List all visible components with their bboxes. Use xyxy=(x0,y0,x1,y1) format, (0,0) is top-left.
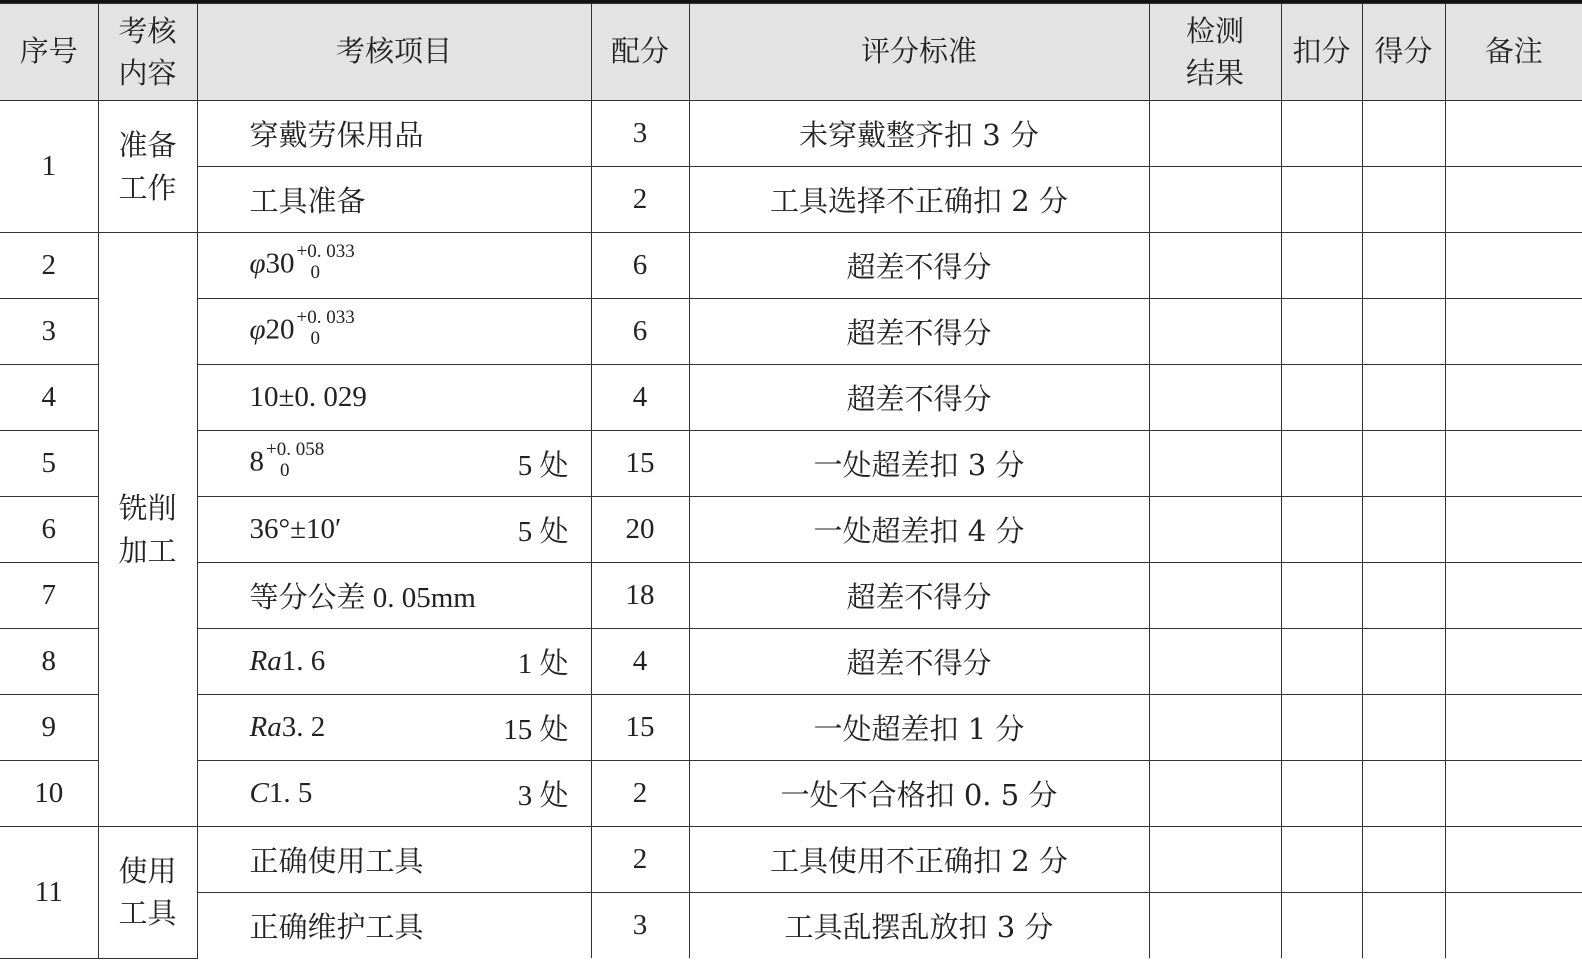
remarks-cell[interactable] xyxy=(1445,695,1582,761)
tolerance: +0. 058 0 xyxy=(266,438,325,481)
header-content-label: 考核内容 xyxy=(118,13,177,90)
seq-cell: 10 xyxy=(0,761,98,827)
obtained-cell[interactable] xyxy=(1362,695,1445,761)
remarks-cell[interactable] xyxy=(1445,101,1582,167)
header-seq: 序号 xyxy=(0,4,98,101)
remarks-cell[interactable] xyxy=(1445,167,1582,233)
seq-cell: 9 xyxy=(0,695,98,761)
seq-cell: 5 xyxy=(0,431,98,497)
result-cell[interactable] xyxy=(1149,629,1281,695)
remarks-cell[interactable] xyxy=(1445,629,1582,695)
criterion-cell: 超差不得分 xyxy=(689,365,1149,431)
result-cell[interactable] xyxy=(1149,761,1281,827)
remarks-cell[interactable] xyxy=(1445,497,1582,563)
count-label: 1 处 xyxy=(517,648,569,680)
table-row xyxy=(0,101,1582,167)
result-cell[interactable] xyxy=(1149,431,1281,497)
item-cell: φ30 +0. 033 0 xyxy=(197,233,591,299)
score-cell: 2 xyxy=(591,827,689,893)
result-cell[interactable] xyxy=(1149,563,1281,629)
score-cell: 6 xyxy=(591,233,689,299)
header-obtained: 得分 xyxy=(1362,4,1445,101)
result-cell[interactable] xyxy=(1149,827,1281,893)
criterion-cell: 工具乱摆乱放扣 3 分 xyxy=(689,893,1149,959)
group-cell-tools xyxy=(98,827,197,959)
table-row xyxy=(0,695,1582,761)
score-cell: 2 xyxy=(591,761,689,827)
table-row xyxy=(0,893,1582,959)
seq-cell: 1 xyxy=(0,101,98,233)
result-cell[interactable] xyxy=(1149,365,1281,431)
score-cell: 15 xyxy=(591,431,689,497)
remarks-cell[interactable] xyxy=(1445,893,1582,959)
obtained-cell[interactable] xyxy=(1362,761,1445,827)
deduction-cell[interactable] xyxy=(1281,497,1362,563)
obtained-cell[interactable] xyxy=(1362,233,1445,299)
deduction-cell[interactable] xyxy=(1281,695,1362,761)
result-cell[interactable] xyxy=(1149,695,1281,761)
score-cell: 4 xyxy=(591,629,689,695)
item-cell: 穿戴劳保用品 xyxy=(197,101,591,167)
tolerance: +0. 033 0 xyxy=(296,240,355,283)
obtained-cell[interactable] xyxy=(1362,365,1445,431)
remarks-cell[interactable] xyxy=(1445,827,1582,893)
group-label: 准备 工作 xyxy=(118,128,177,205)
score-cell: 15 xyxy=(591,695,689,761)
seq-cell: 2 xyxy=(0,233,98,299)
deduction-cell[interactable] xyxy=(1281,761,1362,827)
obtained-cell[interactable] xyxy=(1362,629,1445,695)
criterion-cell: 工具选择不正确扣 2 分 xyxy=(689,167,1149,233)
table-row xyxy=(0,431,1582,497)
remarks-cell[interactable] xyxy=(1445,761,1582,827)
deduction-cell[interactable] xyxy=(1281,629,1362,695)
table-row xyxy=(0,497,1582,563)
score-cell: 4 xyxy=(591,365,689,431)
deduction-cell[interactable] xyxy=(1281,299,1362,365)
obtained-cell[interactable] xyxy=(1362,563,1445,629)
deduction-cell[interactable] xyxy=(1281,563,1362,629)
group-cell-prep xyxy=(98,101,197,233)
criterion-cell: 未穿戴整齐扣 3 分 xyxy=(689,101,1149,167)
criterion-cell: 一处超差扣 4 分 xyxy=(689,497,1149,563)
count-label: 3 处 xyxy=(517,780,569,812)
obtained-cell[interactable] xyxy=(1362,431,1445,497)
assessment-table xyxy=(0,3,1582,959)
table-row xyxy=(0,167,1582,233)
item-cell: 10±0. 029 xyxy=(197,365,591,431)
criterion-cell: 一处不合格扣 0. 5 分 xyxy=(689,761,1149,827)
obtained-cell[interactable] xyxy=(1362,101,1445,167)
group-label: 铣削 加工 xyxy=(118,491,177,568)
obtained-cell[interactable] xyxy=(1362,299,1445,365)
table-row xyxy=(0,365,1582,431)
remarks-cell[interactable] xyxy=(1445,563,1582,629)
header-row xyxy=(0,4,1582,101)
header-content xyxy=(98,4,197,101)
criterion-cell: 工具使用不正确扣 2 分 xyxy=(689,827,1149,893)
seq-cell: 3 xyxy=(0,299,98,365)
score-cell: 3 xyxy=(591,893,689,959)
table-row xyxy=(0,233,1582,299)
group-cell-milling xyxy=(98,233,197,827)
header-item: 考核项目 xyxy=(197,4,591,101)
table-row xyxy=(0,629,1582,695)
header-result-label: 检测结果 xyxy=(1185,13,1244,90)
deduction-cell[interactable] xyxy=(1281,431,1362,497)
remarks-cell[interactable] xyxy=(1445,233,1582,299)
table-row xyxy=(0,563,1582,629)
seq-cell: 11 xyxy=(0,827,98,959)
seq-cell: 6 xyxy=(0,497,98,563)
result-cell[interactable] xyxy=(1149,893,1281,959)
deduction-cell[interactable] xyxy=(1281,893,1362,959)
count-label: 5 处 xyxy=(517,450,569,482)
item-cell: 8 +0. 058 0 5 处 xyxy=(197,431,591,497)
item-cell: 正确维护工具 xyxy=(197,893,591,959)
item-cell: φ20 +0. 033 0 xyxy=(197,299,591,365)
seq-cell: 4 xyxy=(0,365,98,431)
obtained-cell[interactable] xyxy=(1362,893,1445,959)
criterion-cell: 超差不得分 xyxy=(689,563,1149,629)
deduction-cell[interactable] xyxy=(1281,827,1362,893)
table-row xyxy=(0,299,1582,365)
deduction-cell[interactable] xyxy=(1281,233,1362,299)
seq-cell: 8 xyxy=(0,629,98,695)
criterion-cell: 超差不得分 xyxy=(689,299,1149,365)
count-label: 15 处 xyxy=(503,714,569,746)
result-cell[interactable] xyxy=(1149,299,1281,365)
seq-cell: 7 xyxy=(0,563,98,629)
item-cell: 正确使用工具 xyxy=(197,827,591,893)
score-cell: 2 xyxy=(591,167,689,233)
table-row xyxy=(0,827,1582,893)
score-cell: 6 xyxy=(591,299,689,365)
criterion-cell: 超差不得分 xyxy=(689,629,1149,695)
criterion-cell: 一处超差扣 3 分 xyxy=(689,431,1149,497)
result-cell[interactable] xyxy=(1149,167,1281,233)
header-result xyxy=(1149,4,1281,101)
item-cell: C1. 5 3 处 xyxy=(197,761,591,827)
header-remarks: 备注 xyxy=(1445,4,1582,101)
deduction-cell[interactable] xyxy=(1281,167,1362,233)
item-cell: 36°±10′ 5 处 xyxy=(197,497,591,563)
table-row xyxy=(0,761,1582,827)
item-cell: Ra1. 6 1 处 xyxy=(197,629,591,695)
criterion-cell: 超差不得分 xyxy=(689,233,1149,299)
obtained-cell[interactable] xyxy=(1362,167,1445,233)
header-criterion: 评分标准 xyxy=(689,4,1149,101)
remarks-cell[interactable] xyxy=(1445,431,1582,497)
header-score: 配分 xyxy=(591,4,689,101)
item-cell: 等分公差 0. 05mm xyxy=(197,563,591,629)
group-label: 使用 工具 xyxy=(118,854,177,931)
item-cell: Ra3. 2 15 处 xyxy=(197,695,591,761)
tolerance: +0. 033 0 xyxy=(296,306,355,349)
score-cell: 18 xyxy=(591,563,689,629)
header-deduction: 扣分 xyxy=(1281,4,1362,101)
score-cell: 3 xyxy=(591,101,689,167)
deduction-cell[interactable] xyxy=(1281,101,1362,167)
result-cell[interactable] xyxy=(1149,101,1281,167)
criterion-cell: 一处超差扣 1 分 xyxy=(689,695,1149,761)
remarks-cell[interactable] xyxy=(1445,365,1582,431)
deduction-cell[interactable] xyxy=(1281,365,1362,431)
result-cell[interactable] xyxy=(1149,233,1281,299)
obtained-cell[interactable] xyxy=(1362,497,1445,563)
obtained-cell[interactable] xyxy=(1362,827,1445,893)
remarks-cell[interactable] xyxy=(1445,299,1582,365)
item-cell: 工具准备 xyxy=(197,167,591,233)
result-cell[interactable] xyxy=(1149,497,1281,563)
score-cell: 20 xyxy=(591,497,689,563)
count-label: 5 处 xyxy=(517,516,569,548)
